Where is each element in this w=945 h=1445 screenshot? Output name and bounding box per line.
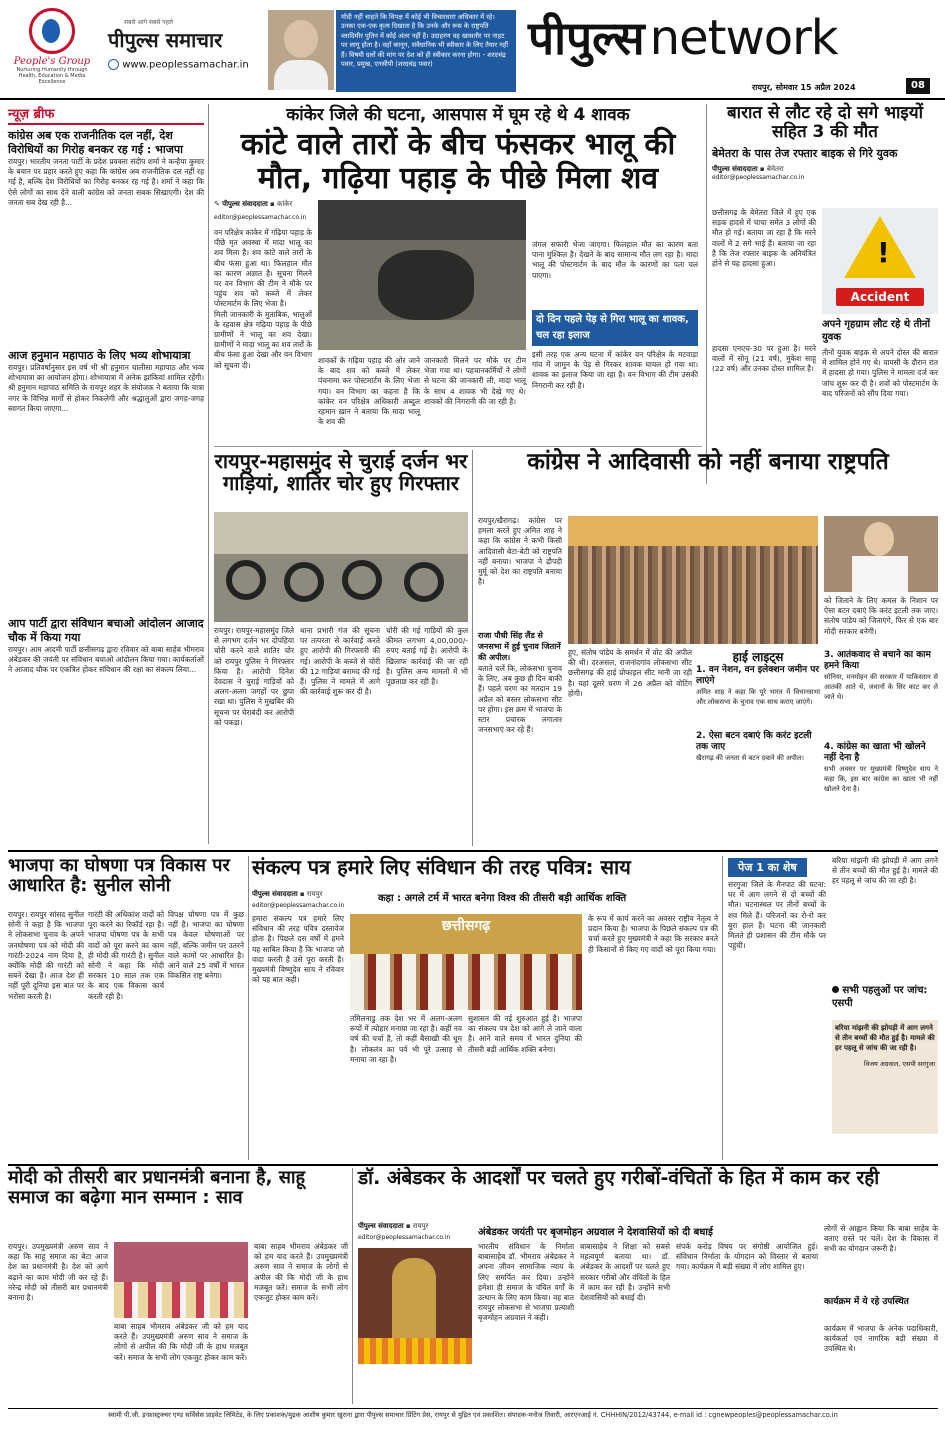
bear-email: editor@peoplessamachar.co.in <box>214 214 307 221</box>
congress-col1: रायपुर/खैरागढ़। कांग्रेस पर हमला करते हुए अमित शाह ने कहा कि कांग्रेस ने कभी किसी आदिवासी बेटा-बेटी को राष्ट्रपति नहीं बनाया। भाजपा ने द्रौपदी मुर्मू को देश का राष्ट्रपति बनाया है। <box>478 516 565 587</box>
brief-body: रायपुर। भारतीय जनता पार्टी के प्रदेश प्रवक्ता संदीप शर्मा ने कन्हैया कुमार के बयान पर प्रहार करते हुए कहा कि कांग्रेस अब राजनीतिक दल नहीं रह गई है, बल्कि देश विरोधियों का गिरोह बनकर रह गई है। शर्मा ने कहा कि ऐसे लोगों का साथ देने वाली कांग्रेस को जनता सबक सिखाएगी। देश की जनता सब देख रही है... <box>8 157 207 207</box>
accident-deck: बेमेतरा के पास तेज रफ्तार बाइक से गिरे युवक <box>712 147 898 161</box>
brief-headline: कांग्रेस अब एक राजनीतिक दल नहीं, देश विरोधियों का गिरोह बनकर रह गई : भाजपा <box>8 129 183 156</box>
sunil-col2: गारंटी की अधिकांश वादों को पूरा करने का रिकॉर्ड रहा है। भाजपा घोषणा पत्र के सभी वादों को पूरा करने का काम ही मोदी की गारंटी है। सुनील सोनी ने कहा कि मोदी सरकार 10 साल तक एक के बाद एक विकास कार्य करती रही है। <box>88 910 167 1001</box>
bullet-icon <box>832 986 839 993</box>
highlight-item: 2. ऐसा बटन दबाएं कि करंट इटली तक जाए खैरागढ़ की जनता से बटन दबाने की अपील। <box>696 731 812 762</box>
bear-story <box>214 104 702 444</box>
ambedkar-deck: अंबेडकर जयंती पर बृजमोहन अग्रवाल ने देशवासियों को दी बधाई <box>478 1227 713 1238</box>
ambedkar-col4b: कार्यक्रम में भाजपा के अनेक पदाधिकारी, कार्यकर्ता एवं नागरिक बड़ी संख्या में उपस्थित थे। <box>824 1324 941 1354</box>
ambedkar-col4: लोगों से आह्वान किया कि बाबा साहेब के बताए रास्ते पर चलें। देश के विकास में सभी का योगदान जरूरी है। <box>824 1224 941 1254</box>
theft-story <box>214 449 471 846</box>
theft-headline: रायपुर-महासमुंद से चुराई दर्जन भर गाड़ियां, शातिर चोर हुए गिरफ्तार <box>214 449 468 496</box>
brand-name <box>528 6 938 66</box>
theft-photo <box>214 512 468 622</box>
small-paper-logo-top: सबसे आगे सबसे पहले <box>124 19 173 26</box>
brief-headline: आप पार्टी द्वारा संविधान बचाओ आंदोलन आजाद चौक में किया गया <box>8 617 204 644</box>
globe-icon <box>108 59 119 70</box>
sahu-col1: रायपुर। उपमुख्यमंत्री अरुण साव ने कहा कि साहू समाज का बेटा आज देश का प्रधानमंत्री है। देश को आगे बढ़ाने का काम मोदी जी कर रहे हैं। नरेन्द्र मोदी को तीसरी बार प्रधानमंत्री बनाना है। <box>8 1242 111 1303</box>
page1-box: पेज 1 का शेष <box>728 858 807 877</box>
sahu-headline: मोदी को तीसरी बार प्रधानमंत्री बनाना है, साहू समाज का बढ़ेगा मान सम्मान : साव <box>8 1167 306 1209</box>
news-brief <box>8 104 207 844</box>
issue-date: रायपुर, सोमवार 15 अप्रैल 2024 <box>752 83 856 92</box>
ambedkar-byline: पीपुल्स संवाददाता ▪ रायपुर <box>358 1222 429 1230</box>
ambedkar-photo <box>358 1248 472 1364</box>
ambedkar-col3: संपर्क करोड़ विषय पर संगोष्ठी आयोजित हुई। संविधान निर्माता के योगदान को विस्तार से बताया गया। कार्यक्रम में बड़ी संख्या में लोग शामिल हुए। <box>676 1242 821 1272</box>
theft-col3: चोरी की गई गाड़ियों की कुल कीमत लगभग 4,00,000/- रुपए बताई गई है। आरोपी के खिलाफ कार्रवाई की जा रही है। पुलिस अन्य मामलों में भी पूछताछ कर रही है। <box>386 626 471 687</box>
small-paper-logo <box>108 18 268 71</box>
theft-col1: रायपुर। रायपुर-महासमुंद जिले से लगभग दर्जन भर दोपहिया चोरी करने वाले शातिर चोर को रायपुर पुलिस ने गिरफ्तार किया है। आरोपी दिनेश देवदास ने चुराई गाड़ियों को अलग-अलग जगहों पर छुपा रखा था। पुलिस ने मुखबिर की सूचना पर घेराबंदी कर आरोपी को पकड़ा। <box>214 626 297 727</box>
sai-headline: संकल्प पत्र हमारे लिए संविधान की तरह पवित्र: साय <box>252 855 631 879</box>
ambedkar-sub: कार्यक्रम में ये रहे उपस्थित <box>824 1297 909 1307</box>
brief-section-title: न्यूज़ ब्रीफ <box>8 104 204 125</box>
bear-photo <box>318 200 526 350</box>
sunil-col1: रायपुर। रायपुर सांसद सुनील सोनी ने कहा है कि भाजपा ने लोकसभा चुनाव के अपने जनघोषणा पत्र को मोदी की गारंटी-2024 नाम दिया है, क्योंकि मोदी की गारंटी को सबने देखा है। आज देश ही नहीं पूरी दुनिया इस बात पर भरोसा करती है। <box>8 910 87 1001</box>
accident-sign: Accident <box>836 288 924 306</box>
page1-sub: सभी पहलुओं पर जांच: एसपी <box>832 985 928 1009</box>
accident-col1: छत्तीसगढ़ के बेमेतरा जिले में हुए एक सड़क हादसे में चाचा समेत 3 लोगों की मौत हो गई। बताया जा रहा है कि मरने वालों में 2 सगे भाई हैं। बताया जा रहा है कि तेज रफ्तार बाइक के अनियंत्रित होने से यह हादसा हुआ। <box>712 208 819 269</box>
sai-col1: हमारा संकल्प पत्र हमारे लिए संविधान की तरह पवित्र दस्तावेज होता है। पिछले दस वर्षों में हमने यह साबित किया है कि भाजपा जो वादा करती है उसे पूरा करती है। मुख्यमंत्री विष्णुदेव साय ने रविवार को यह बात कही। <box>252 914 347 985</box>
website[interactable]: www.peoplessamachar.in <box>108 59 268 71</box>
footer-imprint: स्वामी पी.जी. इन्फ्रास्ट्रक्चर एण्ड सर्विसेस प्राइवेट लिमिटेड, के लिए प्रकाशक/मुद्रक आशीष कुमार खुराना द्वारा पीपुल्स समाचार प्रिंटिंग प्रेस, रायपुर से मुद्रित एवं प्रकाशित। संपादक-मनोज तिवारी, आरएनआई नं. CHHHIN/2012/43744, e-mail id : cgnewpeoples@peoplessamachar.co.in <box>108 1411 838 1419</box>
accident-email: editor@peoplessamachar.co.in <box>712 174 805 182</box>
sai-photo <box>350 914 582 1010</box>
brief-item <box>8 617 207 795</box>
accident-graphic: ! Accident <box>822 208 938 314</box>
sai-byline: पीपुल्स संवाददाता ▪ रायपुर <box>252 890 323 898</box>
ambedkar-headline: डॉ. अंबेडकर के आदर्शों पर चलते हुए गरीबों-वंचितों के हित में काम कर रही <box>358 1167 880 1189</box>
theft-col2: थाना प्रभारी गंज की सूचना पर तत्परता से कार्रवाई करते हुए आरोपी की गिरफ्तारी की गई। आरोपी के कब्जे से चोरी की 12 गाड़ियां बरामद की गई हैं। पुलिस ने मामले में आगे की कार्रवाई शुरू कर दी है। <box>300 626 383 697</box>
brief-body: रायपुर। आम आदमी पार्टी छत्तीसगढ़ द्वारा रविवार को बाबा साहेब भीमराव अंबेडकर की जयंती पर संविधान बचाओ आंदोलन किया गया। कार्यकर्ताओं ने आजाद चौक पर एकत्रित होकर संविधान की रक्षा का संकल्प लिया... <box>8 645 207 675</box>
ambedkar-email: editor@peoplessamachar.co.in <box>358 1234 451 1241</box>
page1-col-b: बरिया मांझनी की झोपड़ी में आग लगने से तीन बच्चों की मौत हुई है। मामले की हर पहलू से जांच की जा रही है। <box>832 856 941 886</box>
bear-col2: शावकों के गढ़िया पहाड़ की ओर जाने के बाद शव को कब्जे में लेकर पंचनामा कर पोस्टमार्टम के लिए भेजा गया। वन विभाग का कहना है कि कांकेर वन परिक्षेत्र अधिकारी अब्दुल रहमान ख़ान ने बताया कि मादा भालू के शव की <box>318 356 423 427</box>
sunil-col3: विपक्ष घोषणा पत्र में कुछ नहीं है। भाजपा का घोषणा पत्र केवल घोषणाओं पर नहीं, बल्कि जमीन पर उतरने वाले कामों पर आधारित है। आने वाले 25 वर्षों में भारत विकसित राष्ट्र बनेगा। <box>168 910 247 981</box>
peoples-group-name: People's Group <box>13 56 91 67</box>
quote-text: मोदी नहीं चाहते कि विपक्ष में कोई भी विचारधारा अधिकार में रहे। उनका एक-एक कृत्य दिखाता है कि उनके और रूस के राष्ट्रपति व्लादिमीर पुतिन में कोई अंतर नहीं है। उदाहरण वह खासतौर पर नाहट पर लागू होता है। वहाँ कानून, संवैधानिक भी स्वीकार के लिए तैयार नहीं हैं। विषयी दलों की मांग पर देश को ही स्वीकार करना होगा। - शरदचंद्र पवार, प्रमुख, एनसीपी (शरदचंद्र पवार) <box>341 13 509 69</box>
sai-deck: कहा : अगले टर्म में भारत बनेगा विश्व की तीसरी बड़ी आर्थिक शक्ति <box>378 893 627 904</box>
brief-item <box>8 349 207 615</box>
sunil-story <box>8 855 247 1160</box>
page1-remainder <box>728 856 941 1160</box>
highlights-title: हाई लाइट्स <box>732 650 784 664</box>
congress-story <box>478 449 941 846</box>
peoples-group-logo-mark <box>29 8 75 54</box>
bear-subhead-box: दो दिन पहले पेड़ से गिरा भालू का शावक, चल रहा इलाज <box>532 310 698 346</box>
ambedkar-col1: भारतीय संविधान के निर्माता बाबासाहेब डॉ. भीमराव अंबेडकर ने अपना जीवन सामाजिक न्याय के लिए समर्पित कर दिया। उन्होंने हमेशा ही समाज के वंचित वर्गों के उत्थान के लिए काम किया। वह बात रायपुर लोकसभा से भाजपा प्रत्याशी बृजमोहन अग्रवाल ने कही। <box>478 1242 577 1323</box>
congress-col2: बताते चलें कि, लोकसभा चुनाव के लिए, अब कुछ ही दिन बाकी हैं। पहले चरण का मतदान 19 अप्रैल को बस्तर लोकसभा सीट पर होगा। इस क्रम में भाजपा के स्टार प्रचारक लगातार जनसभाएं कर रहे हैं। <box>478 664 565 735</box>
pen-icon: ✎ <box>214 200 223 208</box>
sahu-col3: बाबा साहब भीमराव अंबेडकर जी को हम याद करते हैं। उपमुख्यमंत्री अरुण साव ने समाज के लोगों से अपील की कि मोदी जी के हाथ मजबूत करें। समाज के सभी लोग एकजुट होकर काम करें। <box>254 1242 351 1303</box>
sai-story <box>252 855 721 1160</box>
congress-right-col: को जिताने के लिए कमल के निशान पर ऐसा बटन दबाएं कि करंट इटली तक जाए। संतोष पांडेय को जिताएंगे, फिर से एक बार मोदी सरकार बनेगी। <box>824 596 941 636</box>
highlight-item: 3. आतंकवाद से बचाने का काम हमने किया सोनिया, मनमोहन की सरकार में पाकिस्तान से आतंकी आते थे, जवानों के सिर काट कर ले जाते थे। <box>824 650 941 702</box>
accident-col2: तीनों युवक बाइक से अपने दोस्त की बारात में शामिल होने गए थे। वापसी के दौरान रात में हादसा हो गया। पुलिस ने मामला दर्ज कर जांच शुरू कर दी है। शवों को पोस्टमार्टम के बाद परिजनों को सौंप दिया गया। <box>822 348 941 398</box>
bear-col3: जानकारी मिलने पर मौके पर टीम भेजा गया था। पहचानकर्मियों ने लोगों से घटना की जानकारी ली, मादा भालू के साथ 4 शावक भी देखे गए थे। शावकों की निगरानी की जा रही है। <box>424 356 529 406</box>
page1-sig: विजय अग्रवाल, एसपी सरगुजा <box>863 1060 935 1068</box>
bear-headline: कांटे वाले तारों के बीच फंसकर भालू की मौत, गढ़िया पहाड़ के पीछे मिला शव <box>240 127 676 196</box>
congress-col3: हुए, संतोष पांडेय के समर्थन में वोट की अपील की थी। दरअसल, राजनांदगांव लोकसभा सीट छत्तीसगढ़ की हाई प्रोफाइल सीट मानी जा रही है। यहां दूसरे चरण में 26 अप्रैल को वोटिंग होगी। <box>568 648 695 698</box>
sai-photo-banner: छत्तीसगढ़ <box>441 918 491 934</box>
peoples-group-logo <box>8 8 96 90</box>
brief-item <box>8 129 207 347</box>
accident-byline: पीपुल्स संवाददाता ▪ बेमेतरा <box>712 165 784 174</box>
highlight-item: 4. कांग्रेस का खाता भी खोलने नहीं देना है सभी अवसर पर मुख्यमंत्री विष्णुदेव साय ने कहा कि, इस बार कांग्रेस का खाता भी नहीं खोलने देना है। <box>824 742 941 794</box>
small-paper-logo-name: पीपुल्स समाचार <box>108 28 223 52</box>
sahu-story <box>8 1167 351 1404</box>
ambedkar-col2: बाबासाहेब ने शिक्षा को सबसे महत्वपूर्ण बताया था। डॉ. अंबेडकर के आदर्शों पर चलते हुए सरकार गरीबों और वंचितों के हित में काम कर रही है। उन्होंने सभी देशवासियों को बधाई दी। <box>580 1242 673 1303</box>
congress-sub: राजा पौधी सिंह लैंड से जनसभा में हुई चुनाव जितानें की अपील। <box>478 631 561 662</box>
page1-quote-box: बरिया मांझनी की झोपड़ी में आग लगने से तीन बच्चों की मौत हुई है। मामले की हर पहलू से जांच की जा रही है। विजय अग्रवाल, एसपी सरगुजा <box>832 1020 938 1134</box>
bear-kicker: कांकेर जिले की घटना, आसपास में घूम रहे थे 4 शावक <box>286 105 630 125</box>
brand-en: network <box>649 10 838 66</box>
modi-inset-photo <box>824 516 938 592</box>
bear-col5: इसी तरह एक अन्य घटना में कांकेर वन परिक्षेत्र के मटवाड़ा गांव में जामुन के पेड़ से गिरकर शावक घायल हो गया था। शावक का इलाज किया जा रहा है। वन विभाग की टीम उसकी निगरानी कर रही है। <box>532 350 701 390</box>
sai-email: editor@peoplessamachar.co.in <box>252 902 345 909</box>
page1-col: सरगुजा जिले के मैनपाट की घटना: घर में आग लगने से दो बच्चों की मौत। घटनास्थल पर तीनों बच्चों के शव मिले हैं। परिजनों का रो-रो कर बुरा हाल है। घटना की जानकारी मिलते ही प्रशासन की टीम मौके पर पहुंची। <box>728 880 829 951</box>
accident-subhead: अपने गृहग्राम लौट रहे थे तीनों युवक <box>822 319 931 343</box>
page-number: 08 <box>906 78 930 94</box>
bear-col1: वन परिक्षेत्र कांकेर में गढ़िया पहाड़ के पीछे मृत अवस्था में मादा भालू का शव मिला है। शव कांटे वाले तारों के बीच फंसा हुआ था। फिलहाल मौत का कारण अज्ञात है। सूचना मिलने पर वन विभाग की टीम ने मौके पर पहुंच शव को कब्जे में लेकर पोस्टमार्टम के लिए भेजा है। मिली जानकारी के मुताबिक, भालुओं के रहवास क्षेत्र गढ़िया पहाड़ के पीछे ग्रामीणों ने भालू का शव देखा। ग्रामीणों ने मादा भालू का शव तारों के बीच फंसा हुआ देखा और वन विभाग को सूचना दी। <box>214 228 312 370</box>
highlight-item: 1. वन नेशन, वन इलेक्शन जमीन पर लाएंगे अमित शाह ने कहा कि पूरे भारत में विधानसभा और लोकसभा के चुनाव एक साथ कराए जाएंगे। <box>696 665 823 707</box>
brief-headline: आज हनुमान महापाठ के लिए भव्य शोभायात्रा <box>8 349 191 362</box>
sai-col3: सुशासन की नई शुरुआत हुई है। भाजपा का संकल्प पत्र देश को आगे ले जाने वाला है। आने वाले समय में भारत दुनिया की तीसरी बड़ी आर्थिक शक्ति बनेगा। <box>468 1014 585 1054</box>
congress-photo <box>568 516 818 644</box>
quote-box <box>336 10 516 92</box>
ambedkar-story <box>358 1167 941 1404</box>
accident-headline: बारात से लौट रहे दो सगे भाइयों सहित 3 की मौत <box>726 103 924 143</box>
bear-col4: जंगल सफारी भेजा जाएगा। फिलहाल मौत का कारण बता पाना मुश्किल है। देखने के बाद सामान्य मौत लग रहा है। मादा भालू की पोस्टमार्टम के बाद मौत के कारणों का पता चल पाएगा। <box>532 240 701 280</box>
sunil-headline: भाजपा का घोषणा पत्र विकास पर आधारित है: सुनील सोनी <box>8 855 230 897</box>
quote-portrait <box>268 10 334 90</box>
sahu-col2: बाबा साहब भीमराव अंबेडकर जी को हम याद करते हैं। उपमुख्यमंत्री अरुण साव ने समाज के लोगों से अपील की कि मोदी जी के हाथ मजबूत करें। समाज के सभी लोग एकजुट होकर काम करें। <box>114 1322 251 1362</box>
highlights <box>696 648 823 846</box>
brief-body: रायपुर। प्रतिवर्षानुसार इस वर्ष भी श्री हनुमान चालीसा महापाठ और भव्य शोभायात्रा का आयोजन होगा। शोभायात्रा में अनेक झांकियां शामिल रहेंगी। श्री हनुमान महापाठ समिति के रायपुर शहर के संयोजक ने बताया कि यात्रा नगर के विभिन्न मार्गों से होकर निकलेगी और श्रद्धालुओं द्वारा जगह-जगह स्वागत किया जाएगा... <box>8 363 207 413</box>
accident-col1b: हादसा एनएच-30 पर हुआ है। मरने वालों में सोनू (21 वर्ष), मुकेश साहू (22 वर्ष) और उनका दोस्त शामिल है। <box>712 344 819 374</box>
sai-col4: के रूप में कार्य करने का अवसर राष्ट्रीय नेतृत्व ने प्रदान किया है। भाजपा के पिछले संकल्प पत्र की चर्चा करते हुए मुख्यमंत्री ने कहा कि सरकार बनते ही किसानों से किए गए वादों को पूरा किया गया। <box>588 914 721 954</box>
bear-byline: ✎ पीपुल्स संवाददाता ▪ कांकेर <box>214 200 293 208</box>
congress-headline: कांग्रेस ने आदिवासी को नहीं बनाया राष्ट्रपति <box>527 449 889 475</box>
brand-hindi: पीपुल्स <box>528 11 645 65</box>
peoples-group-tagline: Nurturing Humanity through Health, Education & Media Excellence <box>16 67 88 85</box>
sai-col2: तमिलनाडु तक देश भर में अलग-अलग रूपों में त्योहार मनाया जा रहा है। कहीं नव वर्ष की चर्चा है, तो कहीं बैसाखी की धूम है। लोकतंत्र का पर्व भी पूरे उत्साह से मनाया जा रहा है। <box>350 1014 465 1064</box>
sahu-photo <box>114 1242 248 1318</box>
masthead <box>0 0 945 100</box>
accident-story <box>712 103 941 484</box>
